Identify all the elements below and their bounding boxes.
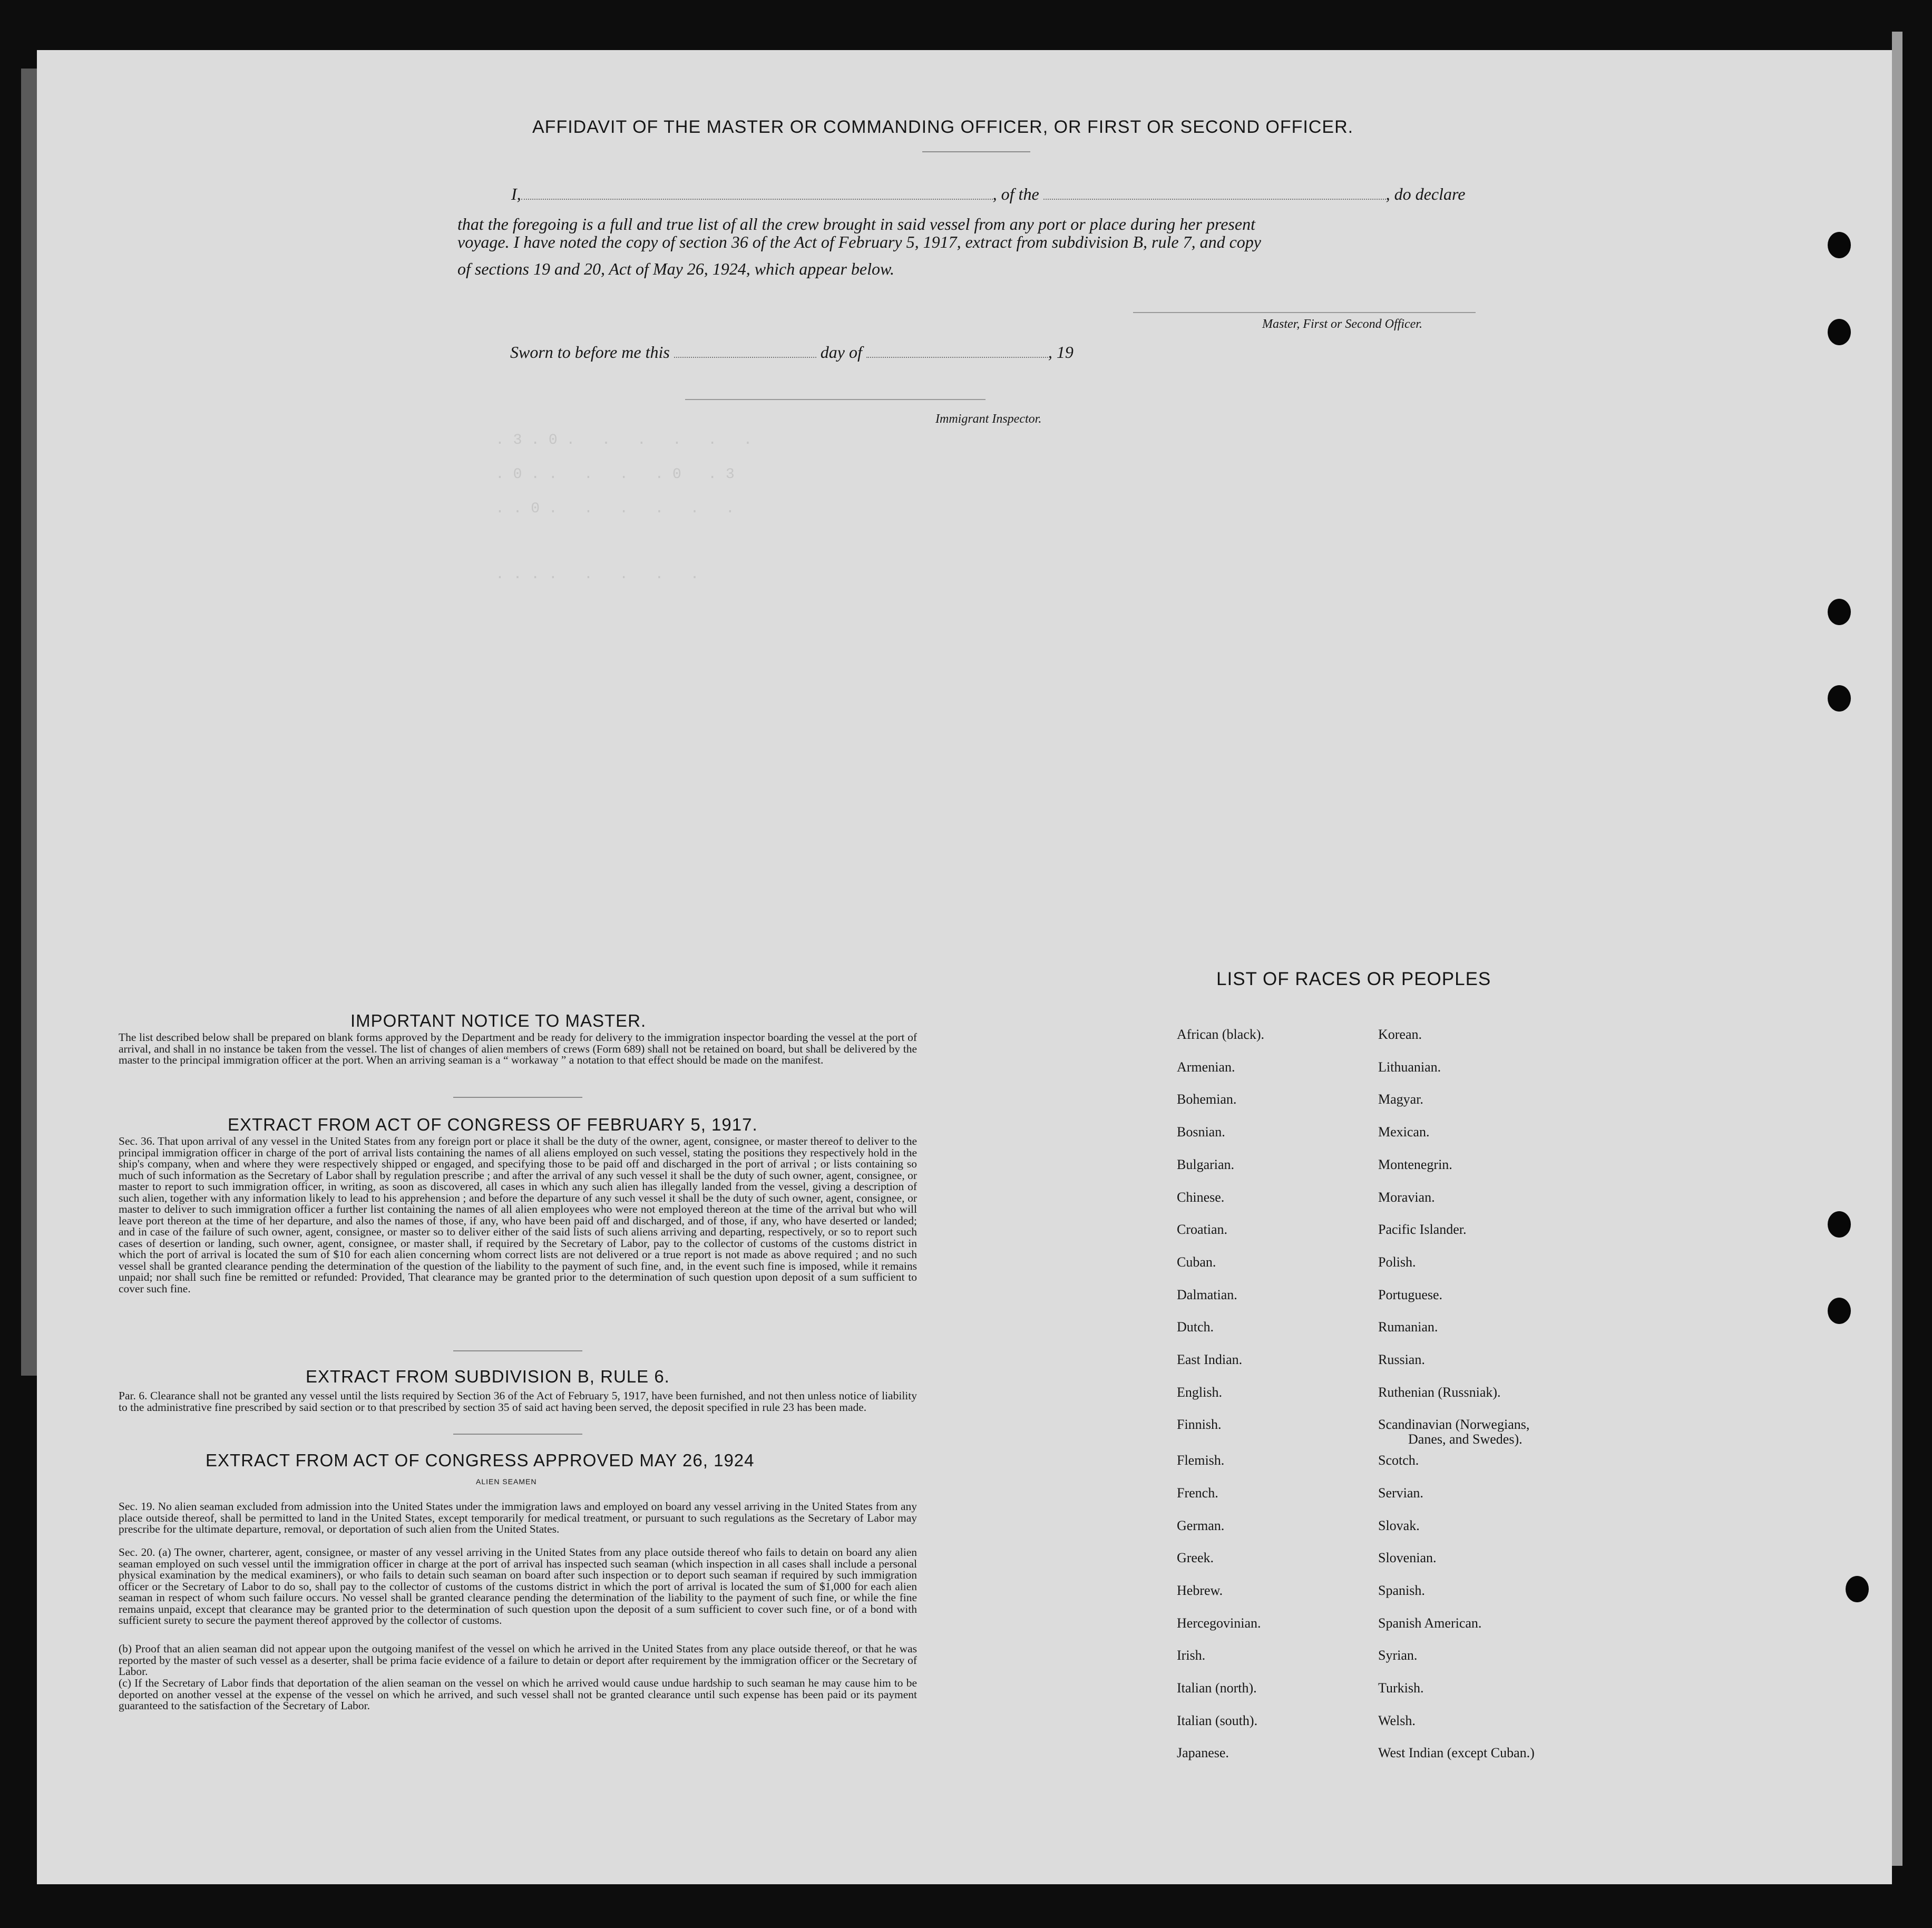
race-item: English. <box>1177 1385 1222 1400</box>
race-item: German. <box>1177 1518 1225 1533</box>
sworn-year-label: , 19 <box>1048 343 1074 362</box>
race-item: Ruthenian (Russniak). <box>1378 1385 1501 1400</box>
race-item: Bohemian. <box>1177 1092 1237 1107</box>
race-item: Irish. <box>1177 1648 1206 1663</box>
sworn-month-field[interactable] <box>866 357 1048 358</box>
sec20b-text: (b) Proof that an alien seaman did not appear upon the outgoing manifest of the vessel on which he arrived in the United States from any place outside thereof, or that he was reported by the master of such vessel as a deserter, shall be prima facie evidence of a failure to detain or deport after requirement by the immigration officer or the Secretary of Labor. <box>119 1642 917 1678</box>
race-item: Spanish American. <box>1378 1615 1482 1631</box>
divider <box>922 151 1030 152</box>
underlying-sheet-edge-right <box>1892 32 1902 1866</box>
race-item: French. <box>1177 1485 1218 1501</box>
affidavit-text-line: that the foregoing is a full and true list of all the crew brought in said vessel from any port or place during her present <box>457 215 1255 233</box>
affidavit-i-label: I, <box>511 184 521 203</box>
affidavit-declaration-line <box>511 184 1465 204</box>
race-item: Rumanian. <box>1378 1319 1438 1335</box>
extract-1917-text: Sec. 36. That upon arrival of any vessel in the United States from any foreign port or place it shall be the duty of the owner, agent, consignee, or master thereof to deliver to the principal immigration officer in charge of the port of arrival lists containing the names of all aliens employed on such vessel, stating the positions they respectively hold in the ship's company, when and where they were respectively shipped or engaged, and specifying those to be paid off and discharged in the port of arrival ; or lists containing so much of such information as the Secretary of Labor shall by regulation prescribe ; and after the arrival of any such vessel it shall be the duty of such owner, agent, consignee, or master to report to such immigration officer, in writing, as soon as discovered, all cases in which any such alien has illegally landed from the vessel, giving a description of such alien, together with any information likely to lead to his apprehension ; and before the departure of any such vessel it shall be the duty of such owner, agent, consignee, or master to deliver to such immigration officer a further list containing the names of all alien employees who were not employed thereon at the time of the arrival but who will leave port thereon at the time of her departure, and also the names of those, if any, who have been paid off and discharged, and of those, if any, who have deserted or landed; and in case of the failure of such owner, agent, consignee, or master so to deliver either of the said lists of such aliens arriving and departing, respectively, or so to report such cases of desertion or landing, such owner, agent, consignee, or master shall, if required by the Secretary of Labor, pay to the collector of customs of the customs district in which the port of arrival is located the sum of $10 for each alien concerning whom correct lists are not delivered or a true report is not made as above required ; and no such vessel shall be granted clearance pending the determination of the question of the liability to the payment of such fine, and, in the event such fine is imposed, while it remains unpaid; nor shall such fine be remitted or refunded: Provided, That clearance may be granted prior to the determination of such question upon deposit of a sum sufficient to cover such fine. <box>119 1135 917 1295</box>
punch-hole <box>1828 599 1851 625</box>
sworn-label: Sworn to before me this <box>510 343 670 362</box>
race-item: Lithuanian. <box>1378 1059 1441 1075</box>
race-item: Armenian. <box>1177 1059 1235 1075</box>
race-item: Italian (south). <box>1177 1713 1258 1728</box>
race-item: Korean. <box>1378 1027 1422 1042</box>
race-item: Syrian. <box>1378 1648 1418 1663</box>
punch-hole <box>1828 319 1851 345</box>
race-item: Croatian. <box>1177 1222 1228 1237</box>
notice-title: IMPORTANT NOTICE TO MASTER. <box>350 1011 647 1030</box>
punch-hole <box>1828 232 1851 258</box>
race-item: Magyar. <box>1378 1092 1423 1107</box>
punch-hole <box>1828 1298 1851 1324</box>
affidavit-of-label: , of the <box>992 184 1039 203</box>
race-item: Dalmatian. <box>1177 1287 1237 1302</box>
punch-hole <box>1828 685 1851 712</box>
race-item: Chinese. <box>1177 1190 1225 1205</box>
race-item: Polish. <box>1378 1254 1416 1270</box>
punch-hole <box>1846 1576 1869 1602</box>
bleed-through-text: . . . . . . . . <box>495 567 699 583</box>
race-item: Finnish. <box>1177 1417 1222 1432</box>
race-item: Dutch. <box>1177 1319 1214 1335</box>
signature-line[interactable] <box>1133 312 1476 313</box>
race-item: Hercegovinian. <box>1177 1615 1261 1631</box>
race-item: Flemish. <box>1177 1453 1225 1468</box>
races-title: LIST OF RACES OR PEOPLES <box>1216 969 1491 989</box>
race-item: Servian. <box>1378 1485 1423 1501</box>
race-item: East Indian. <box>1177 1352 1243 1367</box>
punch-hole <box>1828 1211 1851 1238</box>
notice-text: The list described below shall be prepared on blank forms approved by the Department and be ready for delivery to the immigration inspector boarding the vessel at the port of arrival, and shall in no instance be taken from the vessel. The list of changes of alien members of crews (Form 689) shall not be retained on board, but shall be delivered by the master to the principal immigration officer at the port. When an arriving seaman is a “ workaway ” a notation to that effect should be made on the manifest. <box>119 1031 917 1066</box>
alien-seamen-subtitle: ALIEN SEAMEN <box>476 1477 537 1486</box>
bleed-through-text: . . 0 . . . . . . <box>495 501 735 517</box>
inspector-signature-line[interactable] <box>685 399 985 400</box>
race-item: Moravian. <box>1378 1190 1435 1205</box>
race-item: Pacific Islander. <box>1378 1222 1467 1237</box>
sworn-line <box>510 343 1074 362</box>
race-item: Bosnian. <box>1177 1124 1225 1140</box>
sec20a-text: Sec. 20. (a) The owner, charterer, agent, consignee, or master of any vessel arriving in the United States from any place outside thereof who fails to detain on board any alien seaman employed on such vessel until the immigration officer in charge at the port of arrival has inspected such seaman (which inspection in all cases shall include a personal physical examination by the medical examiners), or who fails to detain such seaman on board after such inspection or to deport such seaman if required by such immigration officer or the Secretary of Labor to do so, shall pay to the collector of customs of the customs district in which the port of arrival is located the sum of $1,000 for each alien seaman in respect of whom such failure occurs. No vessel shall be granted clearance pending the determination of the liability to the payment of such fine, or while the fine remains unpaid, except that clearance may be granted prior to the determination of such question upon the deposit of a sum sufficient to cover such fine, or of a bond with sufficient surety to secure the payment thereof approved by the collector of customs. <box>119 1546 917 1627</box>
race-item: Mexican. <box>1378 1124 1430 1140</box>
affidavit-text-line: of sections 19 and 20, Act of May 26, 1924, which appear below. <box>457 259 894 278</box>
underlying-sheet-edge-left <box>21 69 37 1376</box>
divider <box>453 1434 582 1435</box>
race-item: Danes, and Swedes). <box>1408 1432 1523 1447</box>
race-item: Welsh. <box>1378 1713 1416 1728</box>
race-item: Portuguese. <box>1378 1287 1443 1302</box>
sec20c-text: (c) If the Secretary of Labor finds that deportation of the alien seaman on the vessel on which he arrived would cause undue hardship to such seaman he may cause him to be deported on another vessel at the expense of the vessel on which he arrived, and such vessel shall not be granted clearance until such expense has been paid or its payment guaranteed to the satisfaction of the Secretary of Labor. <box>119 1677 917 1712</box>
race-item: Scandinavian (Norwegians, <box>1378 1417 1530 1432</box>
affidavit-declare-label: , do declare <box>1385 184 1466 203</box>
race-item: Montenegrin. <box>1378 1157 1452 1172</box>
race-item: Slovak. <box>1378 1518 1420 1533</box>
race-item: Russian. <box>1378 1352 1425 1367</box>
race-item: Cuban. <box>1177 1254 1216 1270</box>
inspector-label: Immigrant Inspector. <box>935 412 1042 426</box>
bleed-through-text: . 3 . 0 . . . . . . <box>495 432 753 449</box>
sworn-day-field[interactable] <box>674 357 816 358</box>
rule6-title: EXTRACT FROM SUBDIVISION B, RULE 6. <box>306 1367 670 1386</box>
race-item: Bulgarian. <box>1177 1157 1235 1172</box>
race-item: African (black). <box>1177 1027 1265 1042</box>
race-item: Turkish. <box>1378 1680 1424 1696</box>
extract-1917-title: EXTRACT FROM ACT OF CONGRESS OF FEBRUARY 5, 1917. <box>228 1115 758 1134</box>
race-item: Spanish. <box>1378 1583 1425 1598</box>
sworn-day-label: day of <box>820 343 862 362</box>
affidavit-text-line: voyage. I have noted the copy of section 36 of the Act of February 5, 1917, extract from subdivision B, rule 7, and copy <box>457 232 1261 251</box>
affidavit-title: AFFIDAVIT OF THE MASTER OR COMMANDING OFFICER, OR FIRST OR SECOND OFFICER. <box>532 117 1354 137</box>
divider <box>453 1350 582 1351</box>
sec19-text: Sec. 19. No alien seaman excluded from admission into the United States under the immigration laws and employed on board any vessel arriving in the United States from any place outside thereof, shall be permitted to land in the United States, except temporarily for medical treatment, or pursuant to such regulations as the Secretary of Labor may prescribe for the ultimate departure, removal, or deportation of such alien from the United States. <box>119 1500 917 1535</box>
race-item: Hebrew. <box>1177 1583 1223 1598</box>
race-item: Scotch. <box>1378 1453 1419 1468</box>
race-item: Japanese. <box>1177 1745 1229 1760</box>
name-field[interactable] <box>521 199 993 200</box>
rule6-text: Par. 6. Clearance shall not be granted any vessel until the lists required by Section 36 of the Act of February 5, 1917, have been furnished, and not then unless notice of liability to the administrative fine prescribed by said section or to that prescribed by section 35 of said act having been served, the deposit specified in rule 23 has been made. <box>119 1389 917 1414</box>
bleed-through-text: . 0 . . . . . 0 . 3 <box>495 466 735 483</box>
divider <box>453 1097 582 1098</box>
race-item: West Indian (except Cuban.) <box>1378 1745 1535 1760</box>
extract-1924-title: EXTRACT FROM ACT OF CONGRESS APPROVED MAY 26, 1924 <box>206 1450 755 1470</box>
race-item: Italian (north). <box>1177 1680 1257 1696</box>
vessel-field[interactable] <box>1043 199 1386 200</box>
race-item: Slovenian. <box>1378 1550 1437 1565</box>
race-item: Greek. <box>1177 1550 1214 1565</box>
signature-label: Master, First or Second Officer. <box>1262 317 1422 331</box>
